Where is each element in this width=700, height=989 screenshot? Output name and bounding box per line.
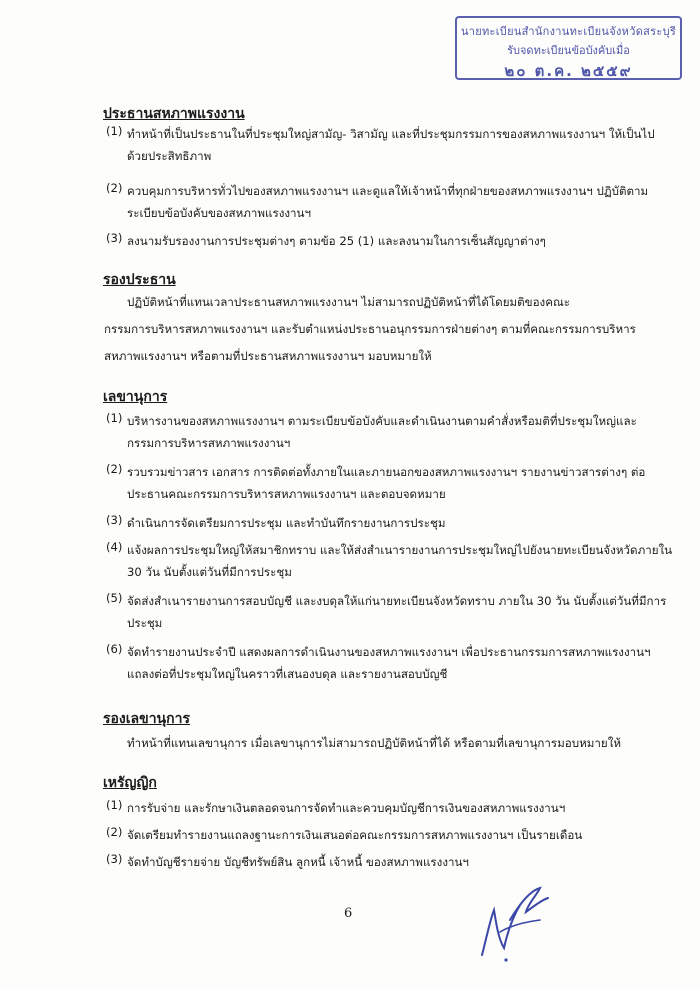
section-title-treasurer: เหรัญญิก [103, 775, 157, 791]
item-text: ทำหน้าที่เป็นประธานในที่ประชุมใหญ่สามัญ- วิสามัญ และที่ประชุมกรรมการของสหภาพแรงงานฯ ให้เป็นไปด้วยประสิทธิภาพ [127, 127, 655, 163]
item-text: ควบคุมการบริหารทั่วไปของสหภาพแรงงานฯ และดูแลให้เจ้าหน้าที่ทุกฝ่ายของสหภาพแรงงานฯ ปฏิบัติตามระเบียบข้อบังคับของสหภาพแรงงานฯ [127, 184, 649, 220]
section-title-deputy-secretary: รองเลขานุการ [103, 711, 190, 727]
section-title-vice-president: รองประธาน [103, 272, 176, 288]
vice-president-line-3: สหภาพแรงงานฯ หรือตามที่ประธานสหภาพแรงงานฯ มอบหมายให้ [104, 349, 432, 363]
section-title-president: ประธานสหภาพแรงงาน [103, 106, 245, 122]
item-text: จัดทำรายงานประจำปี แสดงผลการดำเนินงานของสหภาพแรงงานฯ เพื่อประธานกรรมการสหภาพแรงงานฯ แถลงต่อที่ประชุมใหญ่ในคราวที่เสนองบดุล และรายงานสอบบัญชี [127, 645, 651, 681]
registration-stamp [455, 16, 682, 80]
item-number: (1) [106, 798, 123, 812]
stamp-date: ๒๐ ต.ค. ๒๕๕๙ [504, 62, 633, 80]
item-number: (6) [106, 642, 123, 656]
section-title-secretary: เลขานุการ [103, 389, 168, 405]
item-text: รวบรวมข่าวสาร เอกสาร การติดต่อทั้งภายในและภายนอกของสหภาพแรงงานฯ รายงานข่าวสารต่างๆ ต่อประธานคณะกรรมการบริหารสหภาพแรงงานฯ และตอบจดหมาย [127, 465, 646, 501]
item-number: (5) [106, 591, 123, 605]
item-number: (2) [106, 825, 123, 839]
item-text: ลงนามรับรองงานการประชุมต่างๆ ตามข้อ 25 (1) และลงนามในการเซ็นสัญญาต่างๆ [127, 234, 546, 248]
item-text: ดำเนินการจัดเตรียมการประชุม และทำบันทึกรายงานการประชุม [127, 516, 446, 530]
item-text: การรับจ่าย และรักษาเงินตลอดจนการจัดทำและควบคุมบัญชีการเงินของสหภาพแรงงานฯ [127, 801, 566, 815]
vice-president-line-1: ปฏิบัติหน้าที่แทนเวลาประธานสหภาพแรงงานฯ ไม่สามารถปฏิบัติหน้าที่ได้โดยมติของคณะ [127, 295, 570, 309]
item-text: จัดเตรียมทำรายงานแถลงฐานะการเงินเสนอต่อคณะกรรมการสหภาพแรงงานฯ เป็นรายเดือน [127, 828, 583, 842]
item-text: แจ้งผลการประชุมใหญ่ให้สมาชิกทราบ และให้ส่งสำเนารายงานการประชุมใหญ่ไปยังนายทะเบียนจังหวัดภายใน 30 วัน นับตั้งแต่วันที่มีการประชุม [127, 543, 673, 579]
item-number: (4) [106, 540, 123, 554]
stamp-line-2: รับจดทะเบียนข้อบังคับเมื่อ [507, 44, 630, 57]
item-number: (3) [106, 513, 123, 527]
handwritten-signature [470, 860, 560, 970]
item-number: (2) [106, 462, 123, 476]
item-text: จัดทำบัญชีรายจ่าย บัญชีทรัพย์สิน ลูกหนี้ เจ้าหนี้ ของสหภาพแรงงานฯ [127, 855, 469, 869]
item-number: (1) [106, 411, 123, 425]
item-number: (3) [106, 852, 123, 866]
item-text: บริหารงานของสหภาพแรงงานฯ ตามระเบียบข้อบังคับและดำเนินงานตามคำสั่งหรือมติที่ประชุมใหญ่และกรรมการบริหารสหภาพแรงงานฯ [127, 414, 637, 450]
item-number: (2) [106, 181, 123, 195]
item-number: (1) [106, 124, 123, 138]
stamp-line-1: นายทะเบียนสำนักงานทะเบียนจังหวัดสระบุรี [460, 25, 677, 38]
vice-president-line-2: กรรมการบริหารสหภาพแรงงานฯ และรับตำแหน่งประธานอนุกรรมการฝ่ายต่างๆ ตามที่คณะกรรมการบริหาร [104, 322, 636, 336]
page-number: 6 [344, 906, 353, 921]
item-number: (3) [106, 231, 123, 245]
deputy-secretary-text: ทำหน้าที่แทนเลขานุการ เมื่อเลขานุการไม่สามารถปฏิบัติหน้าที่ได้ หรือตามที่เลขานุการมอบหมายให้ [127, 736, 621, 750]
item-text: จัดส่งสำเนารายงานการสอบบัญชี และงบดุลให้แก่นายทะเบียนจังหวัดทราบ ภายใน 30 วัน นับตั้งแต่วันที่มีการประชุม [127, 594, 667, 630]
